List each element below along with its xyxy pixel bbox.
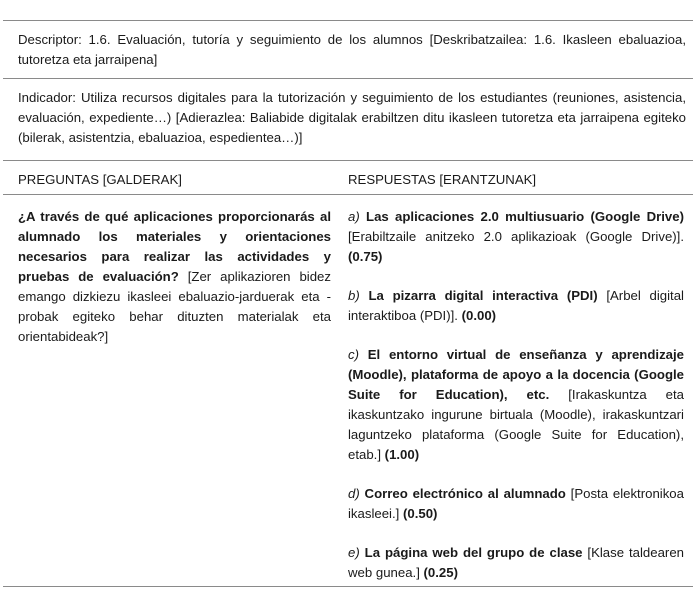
answer-letter: c) <box>348 347 359 362</box>
descriptor-translation: [Deskribatzailea: 1.6. Ikasleen ebaluazioa, tutoretza eta jarraipena] <box>18 32 687 67</box>
answer-text: Correo electrónico al alumnado <box>364 486 566 501</box>
answer-letter: a) <box>348 209 360 224</box>
divider-rule <box>3 78 693 79</box>
answer-option <box>348 286 684 326</box>
answer-option <box>348 345 684 465</box>
question-cell <box>18 207 331 347</box>
question-text: ¿A través de qué aplicaciones proporcionarás al alumnado los materiales y orientaciones necesarios para realizar las actividades y pruebas de evaluación? <box>18 209 331 284</box>
answer-text: La página web del grupo de clase <box>364 545 583 560</box>
descriptor-title: Descriptor: 1.6. Evaluación, tutoría y seguimiento de los alumnos <box>18 32 423 47</box>
answers-cell <box>348 207 684 602</box>
answer-letter: e) <box>348 545 360 560</box>
answer-score: (0.75) <box>348 249 383 264</box>
answer-text: Las aplicaciones 2.0 multiusuario (Google Drive) <box>366 209 684 224</box>
divider-rule <box>3 160 693 161</box>
answer-score: (0.00) <box>461 308 497 323</box>
answer-text: El entorno virtual de enseñanza y aprendizaje (Moodle), plataforma de apoyo a la docencia (Google Suite for Education), etc. <box>348 347 685 402</box>
indicator-translation: [Adierazlea: Baliabide digitalak erabiltzen ditu ikasleen tutoretza eta jarraipena egiteko (bilerak, asistentzia, ebaluazioa, espedientea…)] <box>18 110 686 145</box>
indicator-title: Indicador: Utiliza recursos digitales para la tutorización y seguimiento de los estudiantes (reuniones, asistencia, evaluación, expediente…) <box>18 90 686 125</box>
descriptor-block <box>18 30 686 70</box>
top-rule <box>3 20 693 21</box>
answer-option <box>348 207 684 267</box>
answer-translation: [Erabiltzaile anitzeko 2.0 aplikazioak (Google Drive)]. <box>348 229 684 244</box>
answer-option <box>348 484 684 524</box>
answers-column-header: RESPUESTAS [ERANTZUNAK] <box>348 172 537 187</box>
answer-text: La pizarra digital interactiva (PDI) <box>368 288 598 303</box>
answer-score: (0.25) <box>423 565 458 580</box>
header-rule <box>3 194 693 195</box>
answer-score: (0.50) <box>402 506 438 521</box>
answer-translation: [Posta elektronikoa ikasleei.] <box>348 486 684 521</box>
answer-translation: [Irakaskuntza eta ikaskuntzako ingurune birtuala (Moodle), irakaskuntzari laguntzeko plataforma (Google Suite for Education), etab.] <box>348 387 684 462</box>
answer-translation: [Arbel digital interaktiboa (PDI)]. <box>348 288 684 323</box>
answer-letter: b) <box>348 288 360 303</box>
answer-score: (1.00) <box>384 447 420 462</box>
indicator-block <box>18 88 686 148</box>
question-translation: [Zer aplikazioren bidez emango dizkiezu ikasleei ebaluazio-jarduerak eta -probak egiteko behar dituzten materialak eta orientabideak?] <box>18 269 331 344</box>
answer-letter: d) <box>348 486 360 501</box>
answer-translation: [Klase taldearen web gunea.] <box>348 545 684 580</box>
bottom-rule <box>3 586 693 587</box>
answer-option <box>348 543 684 583</box>
questions-column-header: PREGUNTAS [GALDERAK] <box>18 172 182 187</box>
